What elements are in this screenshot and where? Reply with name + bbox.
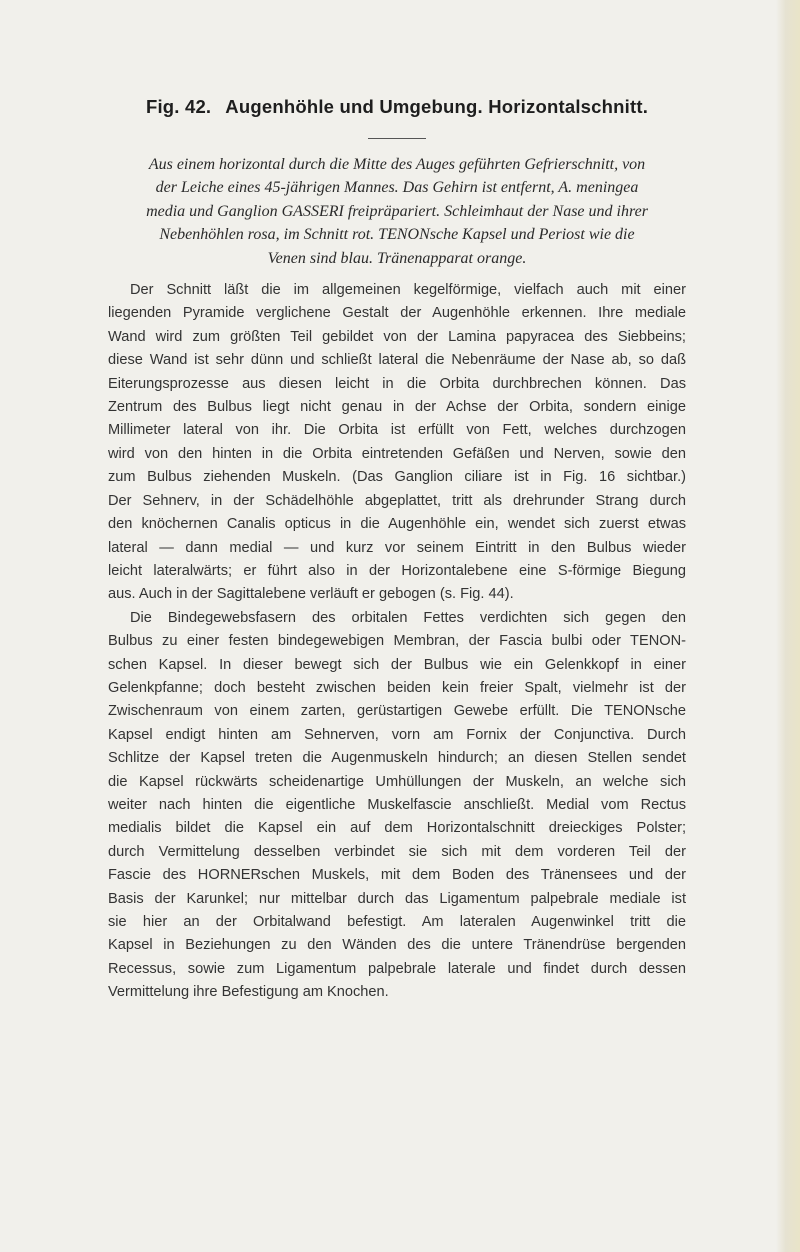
caption-line: Nebenhöhlen rosa, im Schnitt rot. TENONsche Kapsel und Periost wie die xyxy=(159,226,635,244)
text-line: lateral — dann medial — und kurz vor seinem Eintritt in den Bulbus wieder xyxy=(108,539,686,556)
caption-line: Venen sind blau. Tränenapparat orange. xyxy=(267,249,527,267)
book-page xyxy=(108,96,686,1005)
heading-divider xyxy=(368,138,426,139)
figure-number: Fig. 42. xyxy=(145,96,212,117)
text-line: Vermittelung ihre Befestigung am Knochen. xyxy=(108,984,389,1001)
caption-line: media und Ganglion GASSERI freipräpariert. Schleimhaut der Nase und ihrer xyxy=(146,202,648,220)
text-line: weiter nach hinten die eigentliche Muskelfascie anschließt. Medial vom Rectus xyxy=(108,796,686,813)
text-line: die Kapsel rückwärts scheidenartige Umhüllungen der Muskeln, an welche sich xyxy=(108,773,686,790)
text-line: Basis der Karunkel; nur mittelbar durch das Ligamentum palpebrale mediale ist xyxy=(108,890,686,907)
text-line: Recessus, sowie zum Ligamentum palpebrale laterale und findet durch dessen xyxy=(108,960,686,977)
text-line: medialis bildet die Kapsel ein auf dem Horizontalschnitt dreieckiges Polster; xyxy=(108,820,686,837)
text-line: Bulbus zu einer festen bindegewebigen Membran, der Fascia bulbi oder TENON- xyxy=(108,633,686,650)
paragraph xyxy=(108,279,686,607)
text-line: durch Vermittelung desselben verbindet sie sich mit dem vorderen Teil der xyxy=(108,843,686,860)
figure-heading xyxy=(108,96,686,118)
text-line: Zwischenraum von einem zarten, gerüstartigen Gewebe erfüllt. Die TENONsche xyxy=(108,703,686,720)
text-line: schen Kapsel. In dieser bewegt sich der Bulbus wie ein Gelenkkopf in einer xyxy=(108,656,686,673)
paragraph xyxy=(108,607,686,1005)
figure-caption xyxy=(108,153,686,270)
text-line: Wand wird zum größten Teil gebildet von der Lamina papyracea des Siebbeins; xyxy=(108,328,686,345)
text-line: Millimeter lateral von ihr. Die Orbita ist erfüllt von Fett, welches durchzogen xyxy=(108,422,686,439)
text-line: Eiterungsprozesse aus diesen leicht in die Orbita durchbrechen können. Das xyxy=(108,375,686,392)
body-text xyxy=(108,279,686,1005)
text-line: Die Bindegewebsfasern des orbitalen Fettes verdichten sich gegen den xyxy=(130,609,686,626)
text-line: Kapsel endigt hinten am Sehnerven, vorn am Fornix der Conjunctiva. Durch xyxy=(108,726,686,743)
text-line: den knöchernen Canalis opticus in die Augenhöhle ein, wendet sich zuerst etwas xyxy=(108,516,686,533)
text-line: diese Wand ist sehr dünn und schließt lateral die Nebenräume der Nase ab, so daß xyxy=(108,352,686,369)
text-line: zum Bulbus ziehenden Muskeln. (Das Ganglion ciliare ist in Fig. 16 sichtbar.) xyxy=(108,469,686,486)
text-line: leicht lateralwärts; er führt also in der Horizontalebene eine S-förmige Biegung xyxy=(108,562,686,579)
text-line: wird von den hinten in die Orbita eintretenden Gefäßen und Nerven, sowie den xyxy=(108,445,686,462)
text-line: Der Sehnerv, in der Schädelhöhle abgeplattet, tritt als drehrunder Strang durch xyxy=(108,492,686,509)
text-line: Der Schnitt läßt die im allgemeinen kegelförmige, vielfach auch mit einer xyxy=(130,282,686,299)
text-line: Fascie des HORNERschen Muskels, mit dem Boden des Tränensees und der xyxy=(108,867,686,884)
page-edge-shading xyxy=(776,0,800,1252)
caption-line: Aus einem horizontal durch die Mitte des Auges geführten Gefrierschnitt, von xyxy=(148,156,646,173)
text-line: aus. Auch in der Sagittalebene verläuft er gebogen (s. Fig. 44). xyxy=(108,586,514,603)
figure-title: Augenhöhle und Umgebung. Horizontalschnitt. xyxy=(225,96,649,117)
text-line: Schlitze der Kapsel treten die Augenmuskeln hindurch; an diesen Stellen sendet xyxy=(108,750,686,767)
text-line: liegenden Pyramide verglichene Gestalt der Augenhöhle erkennen. Ihre mediale xyxy=(108,305,686,322)
text-line: sie hier an der Orbitalwand befestigt. Am lateralen Augenwinkel tritt die xyxy=(108,914,686,930)
text-line: Gelenkpfanne; doch besteht zwischen beiden kein freier Spalt, vielmehr ist der xyxy=(108,679,686,696)
text-line: Kapsel in Beziehungen zu den Wänden des die untere Tränendrüse bergenden xyxy=(108,937,686,954)
caption-line: der Leiche eines 45-jährigen Mannes. Das Gehirn ist entfernt, A. meningea xyxy=(155,179,639,197)
text-line: Zentrum des Bulbus liegt nicht genau in der Achse der Orbita, sondern einige xyxy=(108,399,686,416)
